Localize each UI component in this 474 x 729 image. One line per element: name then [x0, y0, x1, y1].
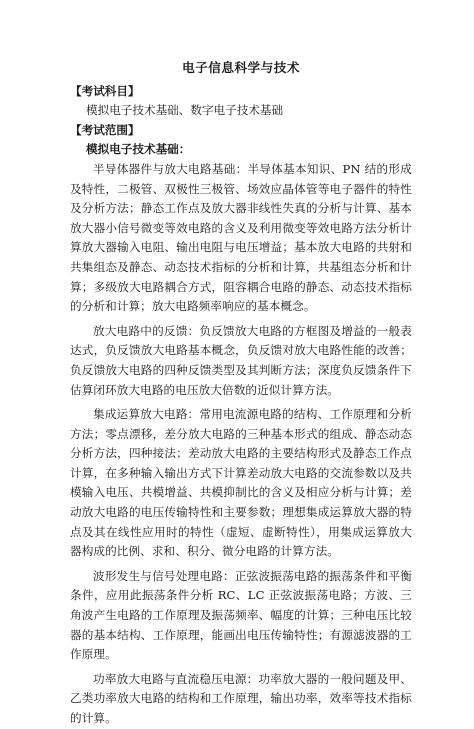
scope-heading: 【考试范围】 [70, 122, 140, 137]
paragraph-power: 功率放大电路与直流稳压电源：功率放大器的一般问题及甲、乙类功率放大电路的结构和工作原理，输出功率，效率等技术指标的计算。 [70, 671, 412, 725]
document-title: 电子信息科学与技术 [182, 60, 300, 75]
paragraph-opamp: 集成运算放大电路：常用电流源电路的结构、工作原理和分析方法；零点漂移，差分放大电路的三种基本形式的组成、静态动态分析方法，四种接法；差动放大电路的主要结构形式及静态工作点计算，在多种输入输出方式下计算差动放大电路的交流参数以及共模输入电压、共模增益、共模抑制比的含义及相应分析与计算；差动放大电路的电压传输特性和主要参数；理想集成运算放大器的特点及其在线性应用时的特性（虚短、虚断特性），用集成运算放大器构成的比例、求和、积分、微分电路的计算方法。 [70, 407, 412, 559]
subject-heading: 【考试科目】 [70, 83, 140, 98]
analog-heading: 模拟电子技术基础： [86, 142, 191, 157]
paragraph-waveform: 波形发生与信号处理电路：正弦波振荡电路的振荡条件和平衡条件，应用此振荡条件分析 RC、LC 正弦波振荡电路；方波、三角波产生电路的工作原理及振荡频率、幅度的计算；三种电压比较器的基本结构、工作原理，能画出电压传输特性；有源滤波器的工作原理。 [70, 568, 412, 662]
paragraph-semiconductor: 半导体器件与放大电路基础：半导体基本知识、PN 结的形成及特性，二极管、双极性三极管、场效应晶体管等电子器件的特性及分析方法；静态工作点及放大器非线性失真的分析与计算、基本放大器小信号微变等效电路的含义及利用微变等效电路方法分析计算放大器输入电阻、输出电阻与电压增益；基本放大电路的共射和共集组态及静态、动态技术指标的分析和计算，共基组态分析和计算；多级放大电路耦合方式，阻容耦合电路的静态、动态技术指标的分析和计算；放大电路频率响应的基本概念。 [70, 161, 412, 314]
paragraph-feedback: 放大电路中的反馈：负反馈放大电路的方框图及增益的一般表达式，负反馈放大电路基本概念，负反馈对放大电路性能的改善；负反馈放大电路的四种反馈类型及其判断方法；深度负反馈条件下估算闭环放大电路的电压放大倍数的近似计算方法。 [70, 323, 412, 397]
subject-text: 模拟电子技术基础、数字电子技术基础 [86, 103, 284, 118]
